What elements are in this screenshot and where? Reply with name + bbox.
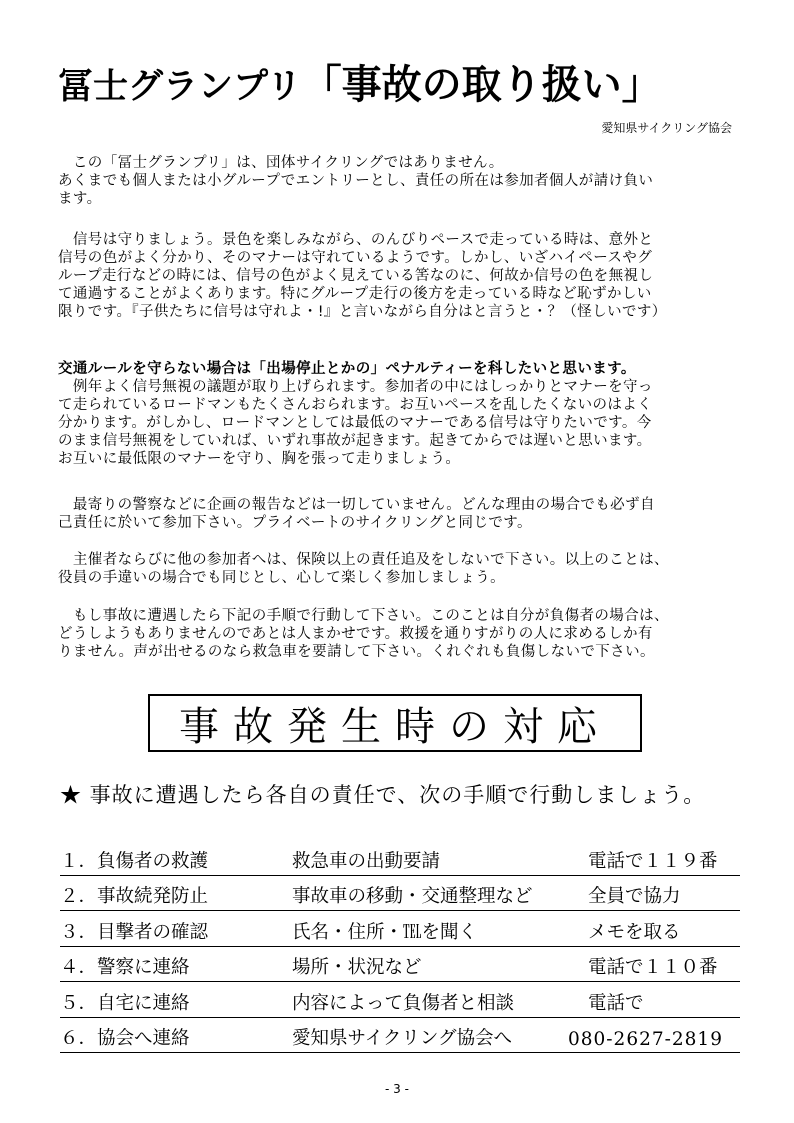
title-event-name: 冨士グランプリ bbox=[58, 67, 302, 107]
text-line: お互いに最低限のマナーを守り、胸を張って走りましょう。 bbox=[58, 451, 461, 467]
penalty-notice: 交通ルールを守らない場合は「出場停止とかの」ペナルティーを科したいと思います。 bbox=[58, 361, 636, 377]
step-row bbox=[60, 911, 740, 947]
text-line: ループ走行などの時には、信号の色がよく見えている筈なのに、何故か信号の色を無視し bbox=[58, 268, 654, 284]
text-line: 己責任に於いて参加下さい。プライベートのサイクリングと同じです。 bbox=[58, 515, 532, 531]
step-note: 電話で１１０番 bbox=[588, 957, 718, 978]
step-note: メモを取る bbox=[588, 921, 681, 943]
text-line: 例年よく信号無視の議題が取り上げられます。参加者の中にはしっかりとマナーを守っ bbox=[58, 379, 653, 395]
text-line: て走られているロードマンもたくさんおられます。お互いペースを乱したくないのはよく bbox=[58, 397, 653, 413]
step-row bbox=[60, 1018, 740, 1054]
step-detail: 場所・状況など bbox=[292, 957, 422, 978]
text-line: この「冨士グランプリ」は、団体サイクリングではありません。 bbox=[58, 155, 504, 171]
paragraph-4 bbox=[58, 496, 738, 532]
text-line: て通過することがよくあります。特にグループ走行の後方を走っている時など恥ずかしい bbox=[58, 286, 652, 302]
page-number: - 3 - bbox=[385, 1082, 409, 1096]
step-detail: 内容によって負傷者と相談 bbox=[292, 992, 515, 1014]
text-line: 信号の色がよく分かり、そのマナーは守れているようです。しかし、いざハイペースやグ bbox=[58, 250, 653, 266]
text-line: のまま信号無視をしていれば、いずれ事故が起きます。起きてからでは遅いと思います。 bbox=[58, 433, 652, 449]
text-line: ます。 bbox=[58, 191, 102, 207]
step-note: 電話で bbox=[588, 992, 644, 1014]
text-line: あくまでも個人または小グループでエントリーとし、責任の所在は参加者個人が請け負い bbox=[58, 173, 654, 189]
step-detail: 愛知県サイクリング協会へ bbox=[292, 1028, 512, 1049]
text-line: 主催者ならびに他の参加者へは、保険以上の責任追及をしないで下さい。以上のことは、 bbox=[58, 552, 669, 568]
step-row bbox=[60, 982, 740, 1018]
text-line: 役員の手違いの場合でも同じとし、心して楽しく参加しましょう。 bbox=[58, 570, 505, 586]
paragraph-5 bbox=[58, 551, 738, 587]
paragraph-3 bbox=[58, 360, 738, 468]
step-title: ５．自宅に連絡 bbox=[60, 992, 190, 1014]
step-title: ２．事故続発防止 bbox=[60, 886, 209, 907]
response-intro: ★ 事故に遭遇したら各自の責任で、次の手順で行動しましょう。 bbox=[60, 783, 706, 807]
paragraph-1 bbox=[58, 154, 738, 208]
text-line: もし事故に遭遇したら下記の手順で行動して下さい。このことは自分が負傷者の場合は、 bbox=[58, 608, 669, 624]
text-line: 分かります。がしかし、ロードマンとしては最低のマナーである信号は守りたいです。今 bbox=[58, 415, 652, 431]
step-title: １．負傷者の救護 bbox=[60, 850, 209, 872]
step-row bbox=[60, 876, 740, 912]
step-row bbox=[60, 947, 740, 983]
page-title bbox=[58, 60, 748, 110]
association-phone: 080-2627-2819 bbox=[568, 1029, 723, 1050]
organization-name: 愛知県サイクリング協会 bbox=[601, 121, 732, 135]
paragraph-6 bbox=[58, 607, 738, 661]
step-detail: 救急車の出動要請 bbox=[292, 850, 441, 872]
step-detail: 氏名・住所・℡を聞く bbox=[292, 921, 478, 943]
step-note: 全員で協力 bbox=[588, 886, 681, 907]
step-title: ３．目撃者の確認 bbox=[60, 921, 209, 943]
text-line: りません。声が出せるのなら救急車を要請して下さい。くれぐれも負傷しないで下さい。 bbox=[58, 644, 655, 660]
paragraph-2 bbox=[58, 231, 738, 321]
text-line: 信号は守りましょう。景色を楽しみながら、のんびりペースで走っている時は、意外と bbox=[58, 232, 654, 248]
title-subject: 「事故の取り扱い」 bbox=[301, 62, 662, 108]
text-line: 限りです。『子供たちに信号は守れよ・!』と言いながら自分はと言うと・？（怪しいです） bbox=[58, 304, 667, 320]
step-note: 電話で１１９番 bbox=[588, 850, 718, 872]
step-row bbox=[60, 840, 740, 876]
response-steps bbox=[60, 840, 740, 1053]
step-title: ４．警察に連絡 bbox=[60, 957, 190, 978]
text-line: 最寄りの警察などに企画の報告などは一切していません。どんな理由の場合でも必ず自 bbox=[58, 497, 655, 513]
step-title: ６．協会へ連絡 bbox=[60, 1028, 190, 1049]
step-detail: 事故車の移動・交通整理など bbox=[292, 886, 533, 907]
text-line: どうしようもありませんのであとは人まかせです。救援を通りすがりの人に求めるしか有 bbox=[58, 626, 653, 642]
response-heading: 事故発生時の対応 bbox=[148, 694, 642, 752]
